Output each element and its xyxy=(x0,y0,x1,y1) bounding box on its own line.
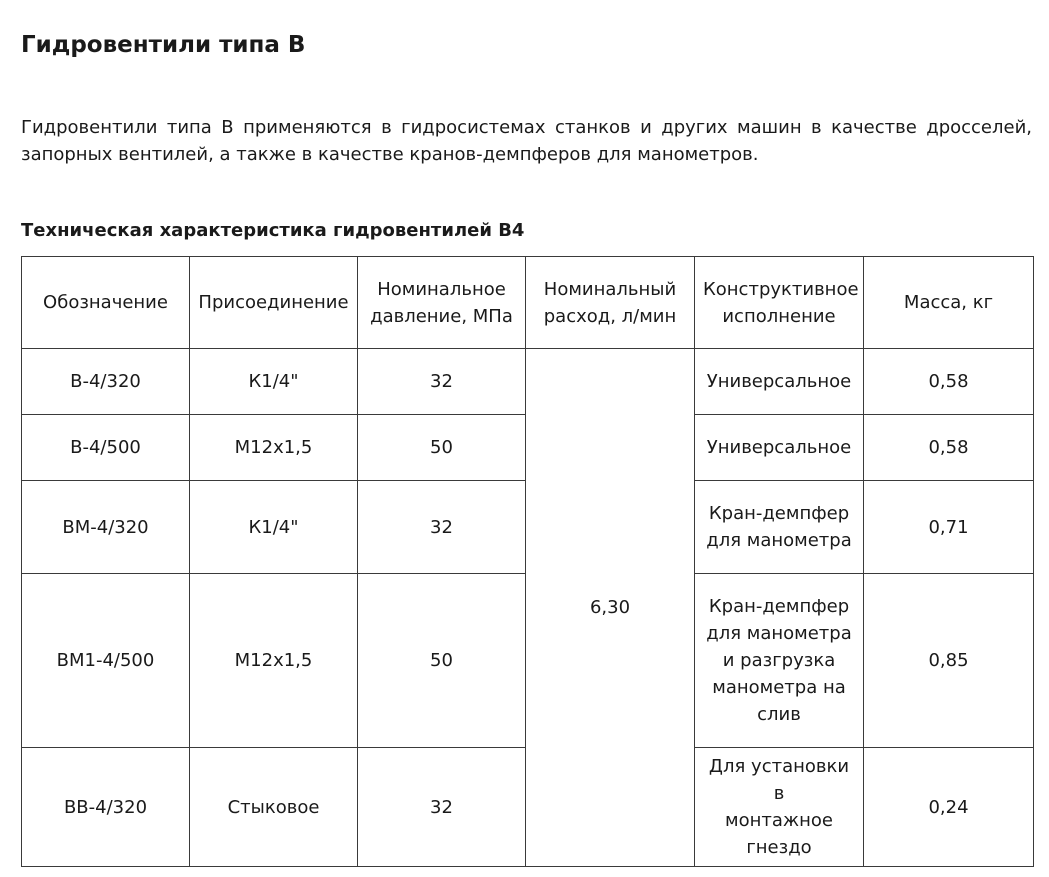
cell-design: Универсальное xyxy=(695,349,864,415)
cell-pressure: 32 xyxy=(358,349,526,415)
cell-connection: М12х1,5 xyxy=(190,574,358,748)
cell-mass: 0,58 xyxy=(864,349,1034,415)
cell-pressure: 50 xyxy=(358,415,526,481)
cell-connection: К1/4" xyxy=(190,349,358,415)
header-design: Конструктивное исполнение xyxy=(695,257,864,349)
cell-design: Универсальное xyxy=(695,415,864,481)
cell-pressure: 50 xyxy=(358,574,526,748)
cell-designation: В-4/320 xyxy=(22,349,190,415)
page-title: Гидровентили типа В xyxy=(21,32,306,58)
cell-pressure: 32 xyxy=(358,481,526,574)
cell-connection: М12х1,5 xyxy=(190,415,358,481)
cell-connection: К1/4" xyxy=(190,481,358,574)
cell-connection: Стыковое xyxy=(190,748,358,867)
header-mass: Масса, кг xyxy=(864,257,1034,349)
cell-designation: ВВ-4/320 xyxy=(22,748,190,867)
table-title: Техническая характеристика гидровентилей В4 xyxy=(21,220,525,241)
cell-flow-shared: 6,30 xyxy=(526,349,695,867)
cell-pressure: 32 xyxy=(358,748,526,867)
spec-table xyxy=(21,256,1034,867)
cell-mass: 0,85 xyxy=(864,574,1034,748)
header-connection: Присоединение xyxy=(190,257,358,349)
cell-mass: 0,24 xyxy=(864,748,1034,867)
cell-design: Кран-демпфер для манометра xyxy=(695,481,864,574)
table-row xyxy=(22,349,1034,415)
header-pressure: Номинальное давление, МПа xyxy=(358,257,526,349)
intro-paragraph: Гидровентили типа В применяются в гидросистемах станков и других машин в качестве дросселей, запорных вентилей, а также в качестве кранов-демпферов для манометров. xyxy=(21,117,1032,165)
cell-mass: 0,58 xyxy=(864,415,1034,481)
cell-designation: ВМ-4/320 xyxy=(22,481,190,574)
cell-design: Для установки в монтажное гнездо xyxy=(695,748,864,867)
header-flow: Номинальный расход, л/мин xyxy=(526,257,695,349)
cell-designation: ВМ1-4/500 xyxy=(22,574,190,748)
cell-design: Кран-демпфер для манометра и разгрузка манометра на слив xyxy=(695,574,864,748)
cell-designation: В-4/500 xyxy=(22,415,190,481)
table-header-row xyxy=(22,257,1034,349)
header-designation: Обозначение xyxy=(22,257,190,349)
cell-mass: 0,71 xyxy=(864,481,1034,574)
